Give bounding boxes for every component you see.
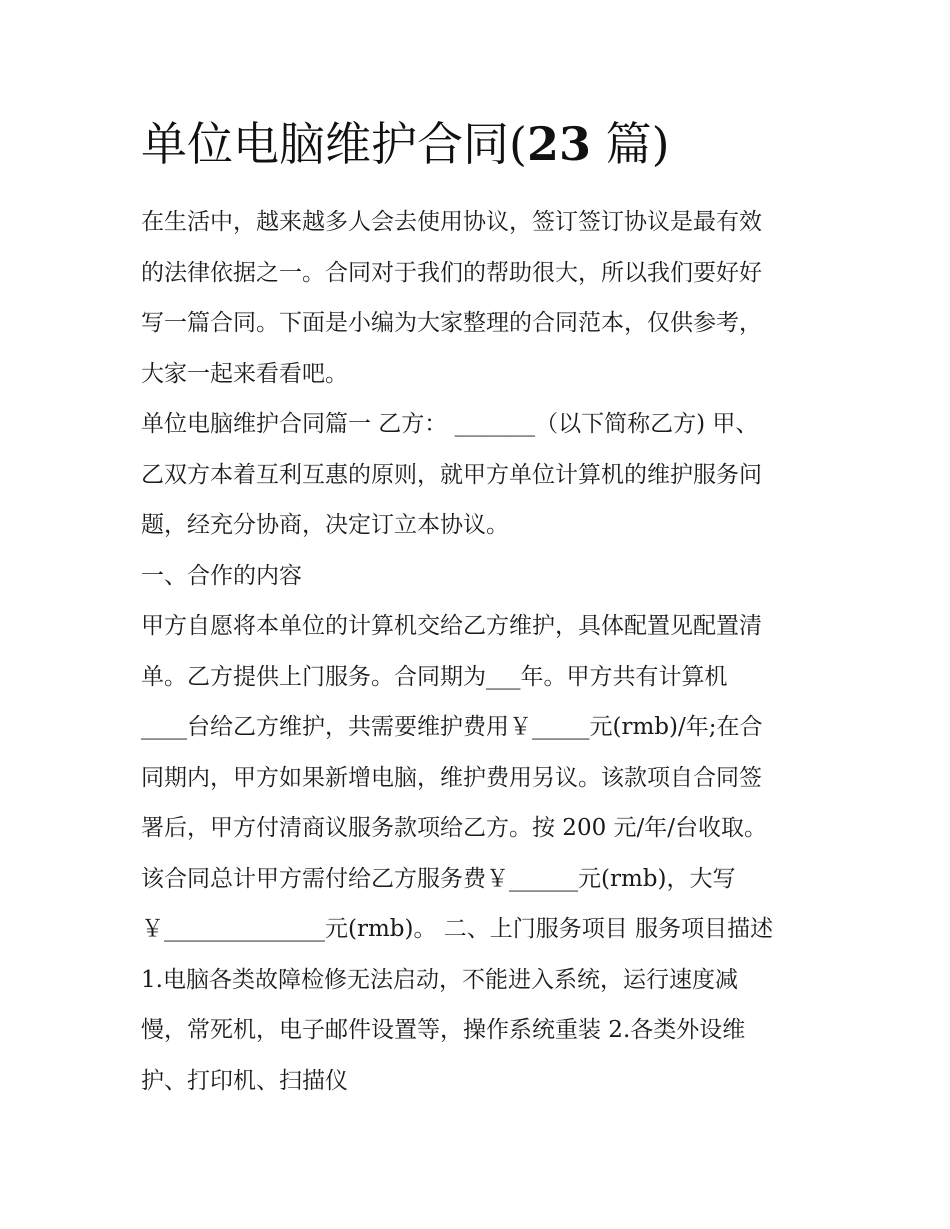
body-line: 的法律依据之一。合同对于我们的帮助很大，所以我们要好好 xyxy=(141,259,762,286)
body-line: 慢，常死机，电子邮件设置等，操作系统重装 2.各类外设维 xyxy=(141,1017,746,1043)
body-line: 大家一起来看看吧。 xyxy=(141,360,348,387)
title-tail: 篇) xyxy=(590,117,670,171)
body-line: 在生活中，越来越多人会去使用协议，签订签订协议是最有效 xyxy=(141,209,762,235)
title-text: 单位电脑维护合同( xyxy=(141,117,527,171)
body-line: 乙双方本着互利互惠的原则，就甲方单位计算机的维护服务问 xyxy=(141,461,762,488)
body-line: 甲方自愿将本单位的计算机交给乙方维护，具体配置见配置清 xyxy=(141,613,762,639)
body-line: 题，经充分协商，决定订立本协议。 xyxy=(141,512,509,538)
body-line: 写一篇合同。下面是小编为大家整理的合同范本，仅供参考， xyxy=(141,310,762,336)
document-title xyxy=(141,112,670,176)
body-line: 护、打印机、扫描仪 xyxy=(141,1067,348,1094)
section-heading: 一、合作的内容 xyxy=(141,562,302,589)
body-line: 单。乙方提供上门服务。合同期为___年。甲方共有计算机 xyxy=(141,663,728,690)
body-line: 署后，甲方付清商议服务款项给乙方。按 200 元/年/台收取。 xyxy=(141,815,768,841)
document-body xyxy=(141,197,821,1106)
body-line: 该合同总计甲方需付给乙方服务费￥______元(rmb)，大写 xyxy=(141,865,736,892)
body-line: ￥______________元(rmb)。 二、上门服务项目 服务项目描述 xyxy=(141,916,774,942)
body-line: 1.电脑各类故障检修无法启动，不能进入系统，运行速度减 xyxy=(141,966,738,993)
title-count: 23 xyxy=(526,117,591,171)
body-line: ____台给乙方维护，共需要维护费用￥_____元(rmb)/年;在合 xyxy=(141,714,763,740)
body-line: 同期内，甲方如果新增电脑，维护费用另议。该款项自合同签 xyxy=(141,764,762,791)
body-line: 单位电脑维护合同篇一 乙方： _______（以下简称乙方) 甲、 xyxy=(141,411,759,437)
